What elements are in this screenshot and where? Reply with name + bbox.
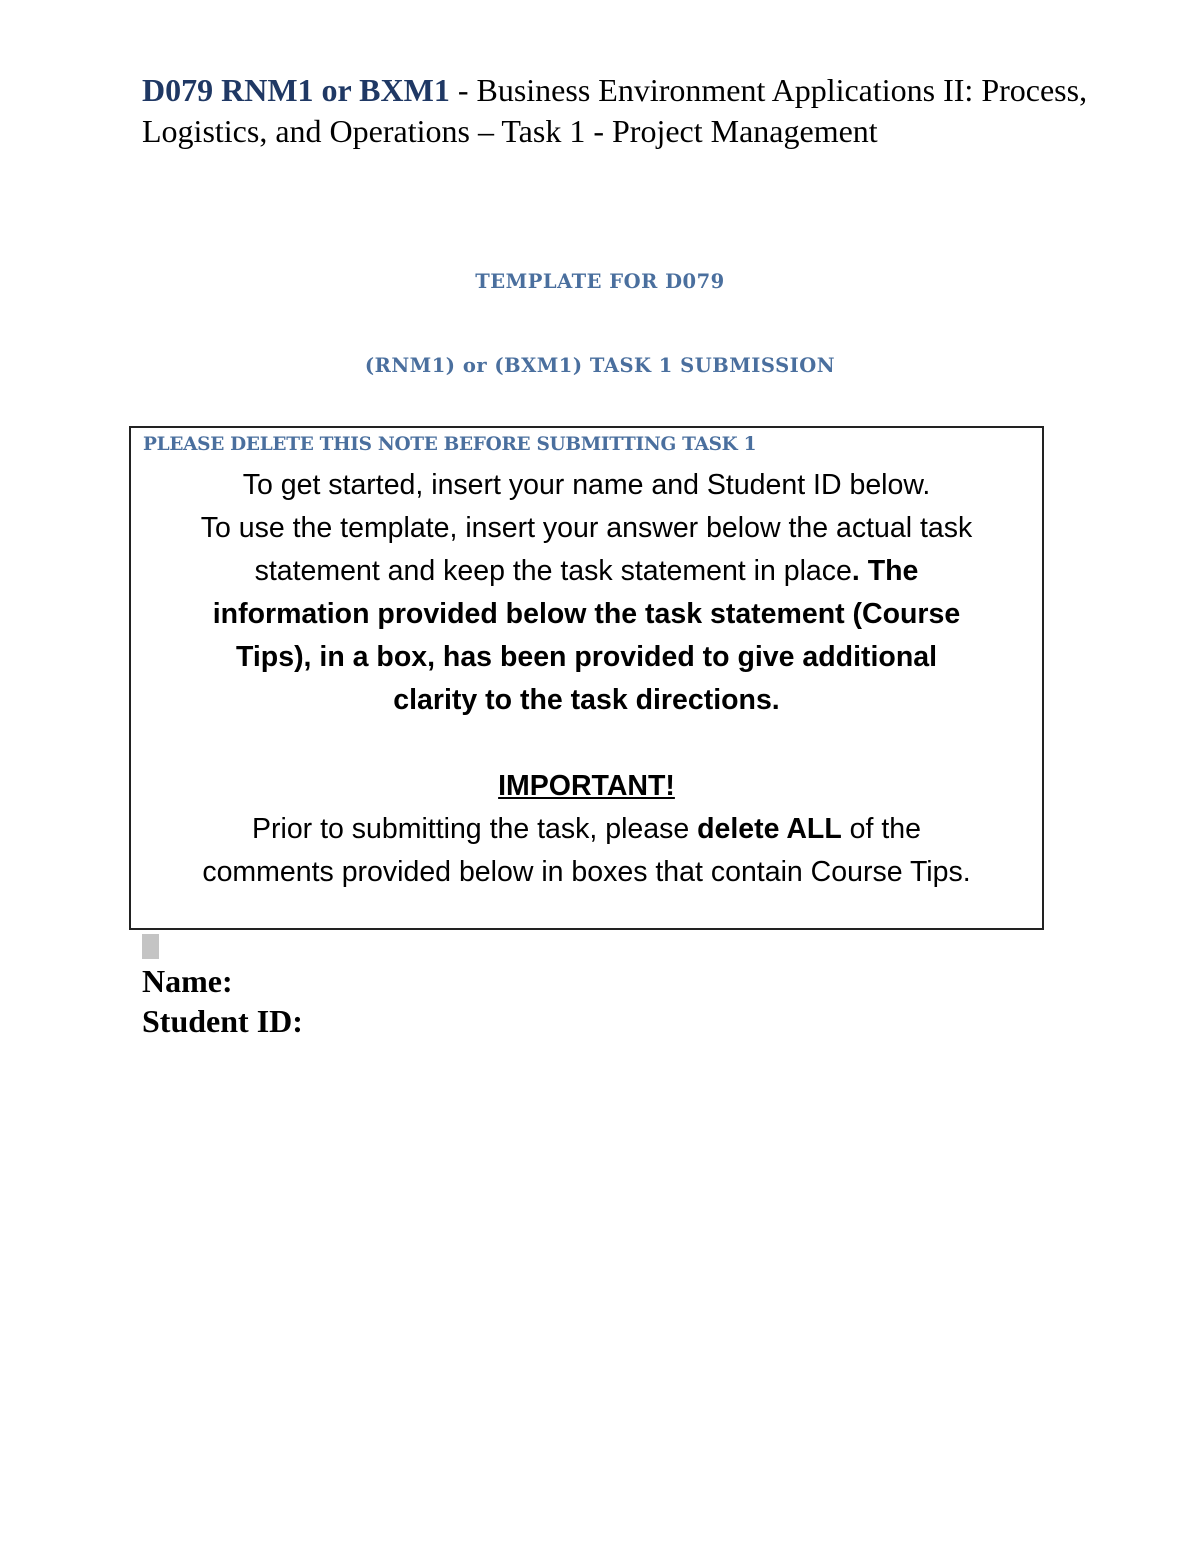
info-line-1: information provided below the task statement (Course — [212, 598, 961, 630]
info-line-2: Tips), in a box, has been provided to give additional — [236, 641, 937, 673]
spacer — [131, 722, 1042, 765]
student-id-label: Student ID: — [142, 1003, 303, 1039]
note-header: PLEASE DELETE THIS NOTE BEFORE SUBMITTING TASK 1 — [143, 434, 757, 455]
page-heading — [142, 70, 1102, 152]
important-heading — [131, 765, 1042, 808]
prior-bold-text: delete ALL — [697, 813, 842, 845]
comments-line: comments provided below in boxes that contain Course Tips. — [202, 856, 971, 888]
note-body — [131, 464, 1042, 894]
info-line-3: clarity to the task directions. — [393, 684, 780, 716]
prior-text-2: of the — [841, 813, 921, 845]
template-use-text: statement and keep the task statement in place — [254, 555, 852, 587]
important-label: IMPORTANT! — [498, 770, 675, 802]
name-label: Name: — [142, 963, 233, 999]
course-code: D079 RNM1 or BXM1 — [142, 72, 450, 108]
note-box — [129, 426, 1044, 930]
course-title: - Business Environment Applications II: Process, Logistics, and Operations – Task 1 - Project Management — [142, 72, 1088, 149]
prior-line — [131, 808, 1042, 851]
get-started-line: To get started, insert your name and Student ID below. — [242, 469, 931, 501]
text-box-anchor-marker[interactable] — [142, 934, 159, 959]
template-use-line-2 — [131, 550, 1042, 593]
template-use-line: To use the template, insert your answer below the actual task — [200, 512, 973, 544]
prior-text-1: Prior to submitting the task, please — [251, 813, 698, 845]
template-title: TEMPLATE FOR D079 — [475, 270, 725, 293]
submission-title: (RNM1) or (BXM1) TASK 1 SUBMISSION — [364, 354, 836, 377]
template-use-bold: . The — [851, 555, 919, 587]
